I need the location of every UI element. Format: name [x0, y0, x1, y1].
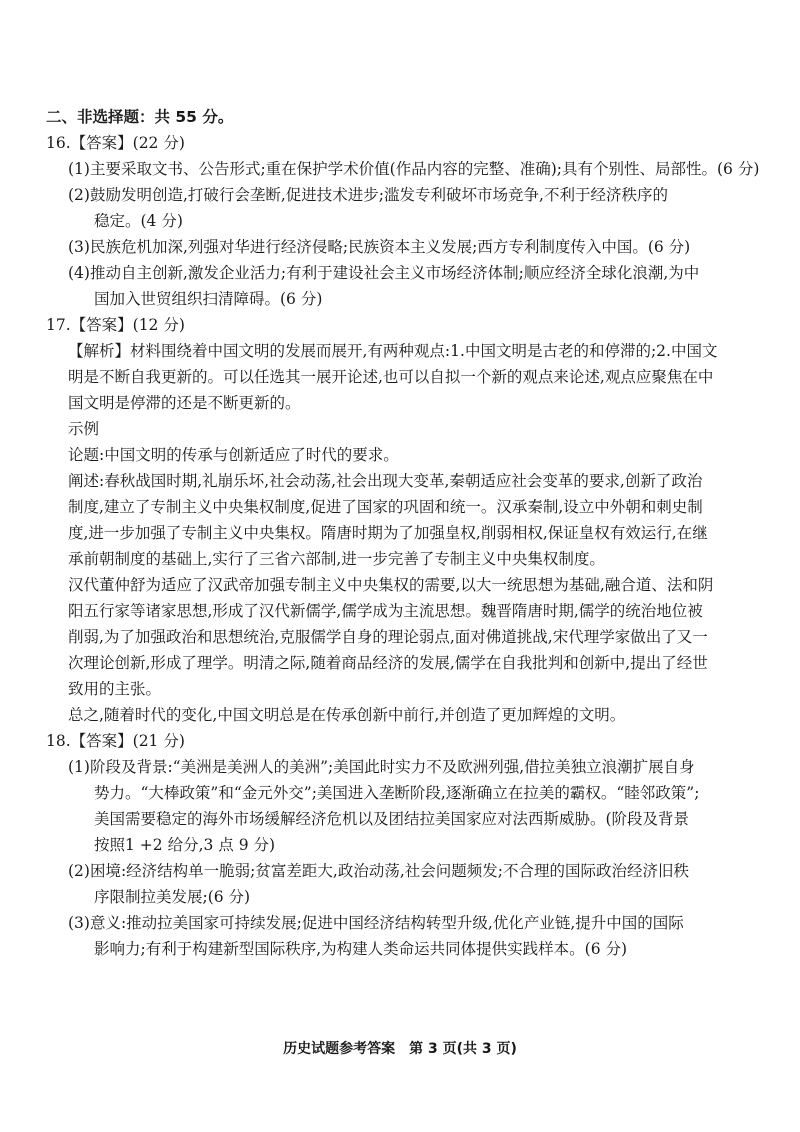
q18-line-8: 影响力;有利于构建新型国际秩序,为构建人类命运共同体提供实践样本。(6 分) [94, 940, 628, 958]
q17-line-7: 制度,建立了专制主义中央集权制度,促进了国家的巩固和统一。汉承秦制,设立中外朝和刺史制 [68, 498, 703, 516]
q16-line-6: 国加入世贸组织扫清障碍。(6 分) [94, 290, 323, 308]
q18-label: 18.【答案】(21 分) [46, 732, 185, 750]
q17-line-8: 度,进一步加强了专制主义中央集权。隋唐时期为了加强皇权,削弱相权,保证皇权有效运行,在继 [68, 524, 708, 542]
q17-line-14: 致用的主张。 [68, 680, 162, 698]
q17-line-13: 次理论创新,形成了理学。明清之际,随着商品经济的发展,儒学在自我批判和创新中,提出了经世 [68, 654, 708, 672]
q17-line-9: 承前朝制度的基础上,实行了三省六部制,进一步完善了专制主义中央集权制度。 [68, 550, 605, 568]
q18-line-4: 按照1 +2 给分,3 点 9 分) [94, 836, 276, 854]
q16-label: 16.【答案】(22 分) [46, 134, 185, 152]
q16-line-5: (4)推动自主创新,激发企业活力;有利于建设社会主义市场经济体制;顺应经济全球化浪潮,为中 [68, 264, 700, 282]
q17-line-10: 汉代董仲舒为适应了汉武帝加强专制主义中央集权的需要,以大一统思想为基础,融合道、法和阴 [68, 576, 714, 594]
q17-line-1: 【解析】材料围绕着中国文明的发展而展开,有两种观点:1.中国文明是古老的和停滞的;2.中国文 [68, 342, 718, 360]
q18-line-5: (2)困境:经济结构单一脆弱;贫富差距大,政治动荡,社会问题频发;不合理的国际政治经济旧秩 [68, 862, 689, 880]
q17-line-15: 总之,随着时代的变化,中国文明总是在传承创新中前行,并创造了更加辉煌的文明。 [68, 706, 626, 724]
q17-line-4: 示例 [68, 420, 100, 438]
q17-line-3: 国文明是停滞的还是不断更新的。 [68, 394, 301, 412]
answer-page [46, 104, 758, 962]
q18-line-1: (1)阶段及背景:“美洲是美洲人的美洲”;美国此时实力不及欧洲列强,借拉美独立浪潮扩展自身 [68, 758, 695, 776]
q17-line-12: 削弱,为了加强政治和思想统治,克服儒学自身的理论弱点,面对佛道挑战,宋代理学家做出了又一 [68, 628, 708, 646]
q16-line-2: (2)鼓励发明创造,打破行会垄断,促进技术进步;滥发专利破坏市场竞争,不利于经济秩序的 [68, 186, 668, 204]
q16-line-1: (1)主要采取文书、公告形式;重在保护学术价值(作品内容的完整、准确);具有个别性、局部性。(6 分) [68, 160, 760, 178]
section-title: 二、非选择题：共 55 分。 [46, 108, 234, 126]
q17-label: 17.【答案】(12 分) [46, 316, 185, 334]
q17-line-5: 论题:中国文明的传承与创新适应了时代的要求。 [68, 446, 399, 464]
q16-line-4: (3)民族危机加深,列强对华进行经济侵略;民族资本主义发展;西方专利制度传入中国。(6 分) [68, 238, 691, 256]
q18-line-7: (3)意义:推动拉美国家可持续发展;促进中国经济结构转型升级,优化产业链,提升中国的国际 [68, 914, 684, 932]
q18-line-3: 美国需要稳定的海外市场缓解经济危机以及团结拉美国家应对法西斯威胁。(阶段及背景 [94, 810, 690, 828]
q17-line-6: 阐述:春秋战国时期,礼崩乐坏,社会动荡,社会出现大变革,秦朝适应社会变革的要求,创新了政治 [68, 472, 703, 490]
q17-line-11: 阳五行家等诸家思想,形成了汉代新儒学,儒学成为主流思想。魏晋隋唐时期,儒学的统治地位被 [68, 602, 703, 620]
q16-line-3: 稳定。(4 分) [94, 212, 183, 230]
q18-line-2: 势力。“大棒政策”和“金元外交”;美国进入垄断阶段,逐渐确立在拉美的霸权。“睦邻政策”; [94, 784, 700, 802]
q18-line-6: 序限制拉美发展;(6 分) [94, 888, 251, 906]
q17-line-2: 明是不断自我更新的。可以任选其一展开论述,也可以自拟一个新的观点来论述,观点应聚焦在中 [68, 368, 714, 386]
page-footer: 历史试题参考答案 第 3 页(共 3 页) [283, 1041, 517, 1057]
